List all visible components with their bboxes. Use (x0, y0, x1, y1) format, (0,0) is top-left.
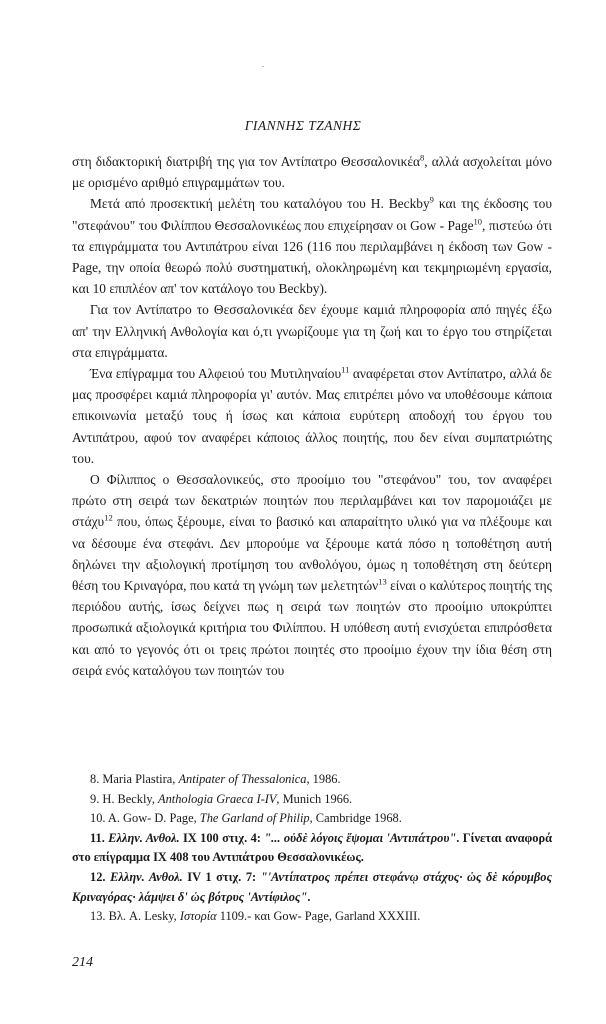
paragraph-4: Ένα επίγραμμα του Αλφειού του Μυτιληναίου$^{11}$ αναφέρεται στον Αντίπατρο, αλλά δε μας προσφέρει καμιά πληροφορία γι' αυτόν. Μας επιτρέπει μόνο να υποθέσουμε κάποια επικοινωνία μεταξύ τους ή ίσως και κάποια ευρύτερη αποδοχή του έργου του Αντιπάτρου, αφού τον αναφέρει κάποιος άλλος ποιητής, που δεν είναι συμπατριώτης του. (72, 364, 553, 466)
footnote-ref-13[interactable]: 13 (378, 576, 387, 587)
main-text (72, 151, 552, 681)
paragraph-2: Μετά από προσεκτική μελέτη του καταλόγου του H. Beckby$^9$ και της έκδοσης του "στεφάνου" του Φιλίππου Θεσσαλονικέως που επιχείρησαν οι Gow - Page$^{10}$, πιστεύω ότι τα επιγράμματα του Αντιπάτρου είναι 126 (116 που περιλαμβάνει η έκδοση των Gow - Page, την οποία θεωρώ πολύ συστηματική, ολοκληρωμένη και τεκμηριωμένη εργασία, και 10 επιπλέον απ' τον κατάλογο του Beckby). (72, 194, 552, 297)
footnote-8: 8. Maria Plastira, Antipater of Thessalonica, 1986. (90, 772, 341, 786)
paragraph-1: στη διδακτορική διατριβή της για τον Αντίπατρο Θεσσαλονικέα$^8$, αλλά ασχολείται μόνο με ορισμένο αριθμό επιγραμμάτων του. (72, 152, 553, 191)
running-header: ΓΙΑΝΝΗΣ ΤΖΑΝΗΣ (244, 118, 362, 133)
footnote-ref-11[interactable]: 11 (341, 364, 350, 375)
footnotes (72, 770, 552, 927)
footnote-13: 13. Βλ. A. Lesky, Ιστορία 1109.- και Gow- Page, Garland XXXIII. (90, 909, 421, 924)
paragraph-5: Ο Φίλιππος ο Θεσσαλονικεύς, στο προοίμιο του "στεφάνου" του, τον αναφέρει πρώτο στη σειρά των δεκατριών ποιητών που περιλαμβάνει και τον παρομοιάζει με στάχυ$^{12}$ που, όπως ξέρουμε, είναι το βασικό και απαραίτητο υλικό για να πλέξουμε και να δέσουμε ένα στεφάνι. Δεν μπορούμε να ξέρουμε κατά πόσο η τοποθέτηση αυτή δηλώνει την αξιολογική προτίμηση του ανθολόγου, όμως η τοποθέτηση στη δεύτερη θέση του Κριναγόρα, που κατά τη γνώμη των μελετητών$^{13}$ είναι ο καλύτερος ποιητής της περιόδου αυτής, ίσως δείχνει πως η σειρά των ποιητών στο προοίμιο υποκρύπτει προσωπικά αξιολογικά κριτήρια του Φιλίππου. Η υπόθεση αυτή ενισχύεται επιπρόσθετα και από το γεγονός ότι οι τρεις πρώτοι ποιητές στο προοίμιο έχουν την ίδια θέση στη σειρά ενός καταλόγου των ποιητών του (72, 472, 552, 678)
footnote-12: 12. Ελλην. Ανθολ. IV 1 στιχ. 7: "'Αντίπατρος πρέπει στεφάνῳ στάχυς· ὡς δὲ κόρυμβος Κριναγόρας· λάμψει δ' ὡς βότρυς 'Αντίφιλος". (72, 869, 552, 904)
footnote-9: 9. H. Beckly, Anthologia Graeca I-IV, Munich 1966. (90, 791, 353, 806)
footnote-11: 11. Ελλην. Ανθολ. IX 100 στιχ. 4: "... οὐδὲ λόγοις ἔψομαι 'Αντιπάτρου". Γίνεται αναφορά στο επίγραμμα IX 408 του Αντιπάτρου Θεσσαλονικέως. (72, 830, 552, 865)
page-number: 214 (72, 955, 93, 970)
footnote-ref-9[interactable]: 9 (429, 194, 434, 205)
scan-speck (262, 66, 264, 67)
footnote-ref-10[interactable]: 10 (473, 216, 483, 227)
footnote-10: 10. A. Gow- D. Page, The Garland of Philip, Cambridge 1968. (90, 811, 402, 826)
footnote-ref-12[interactable]: 12 (104, 512, 113, 523)
footnote-ref-8[interactable]: 8 (420, 152, 425, 163)
paragraph-3: Για τον Αντίπατρο το Θεσσαλονικέα δεν έχουμε καμιά πληροφορία από πηγές έξω απ' την Ελληνική Ανθολογία και ό,τι γνωρίζουμε για τη ζωή και το έργο του στηρίζεται στα επιγράμματα. (72, 302, 552, 360)
